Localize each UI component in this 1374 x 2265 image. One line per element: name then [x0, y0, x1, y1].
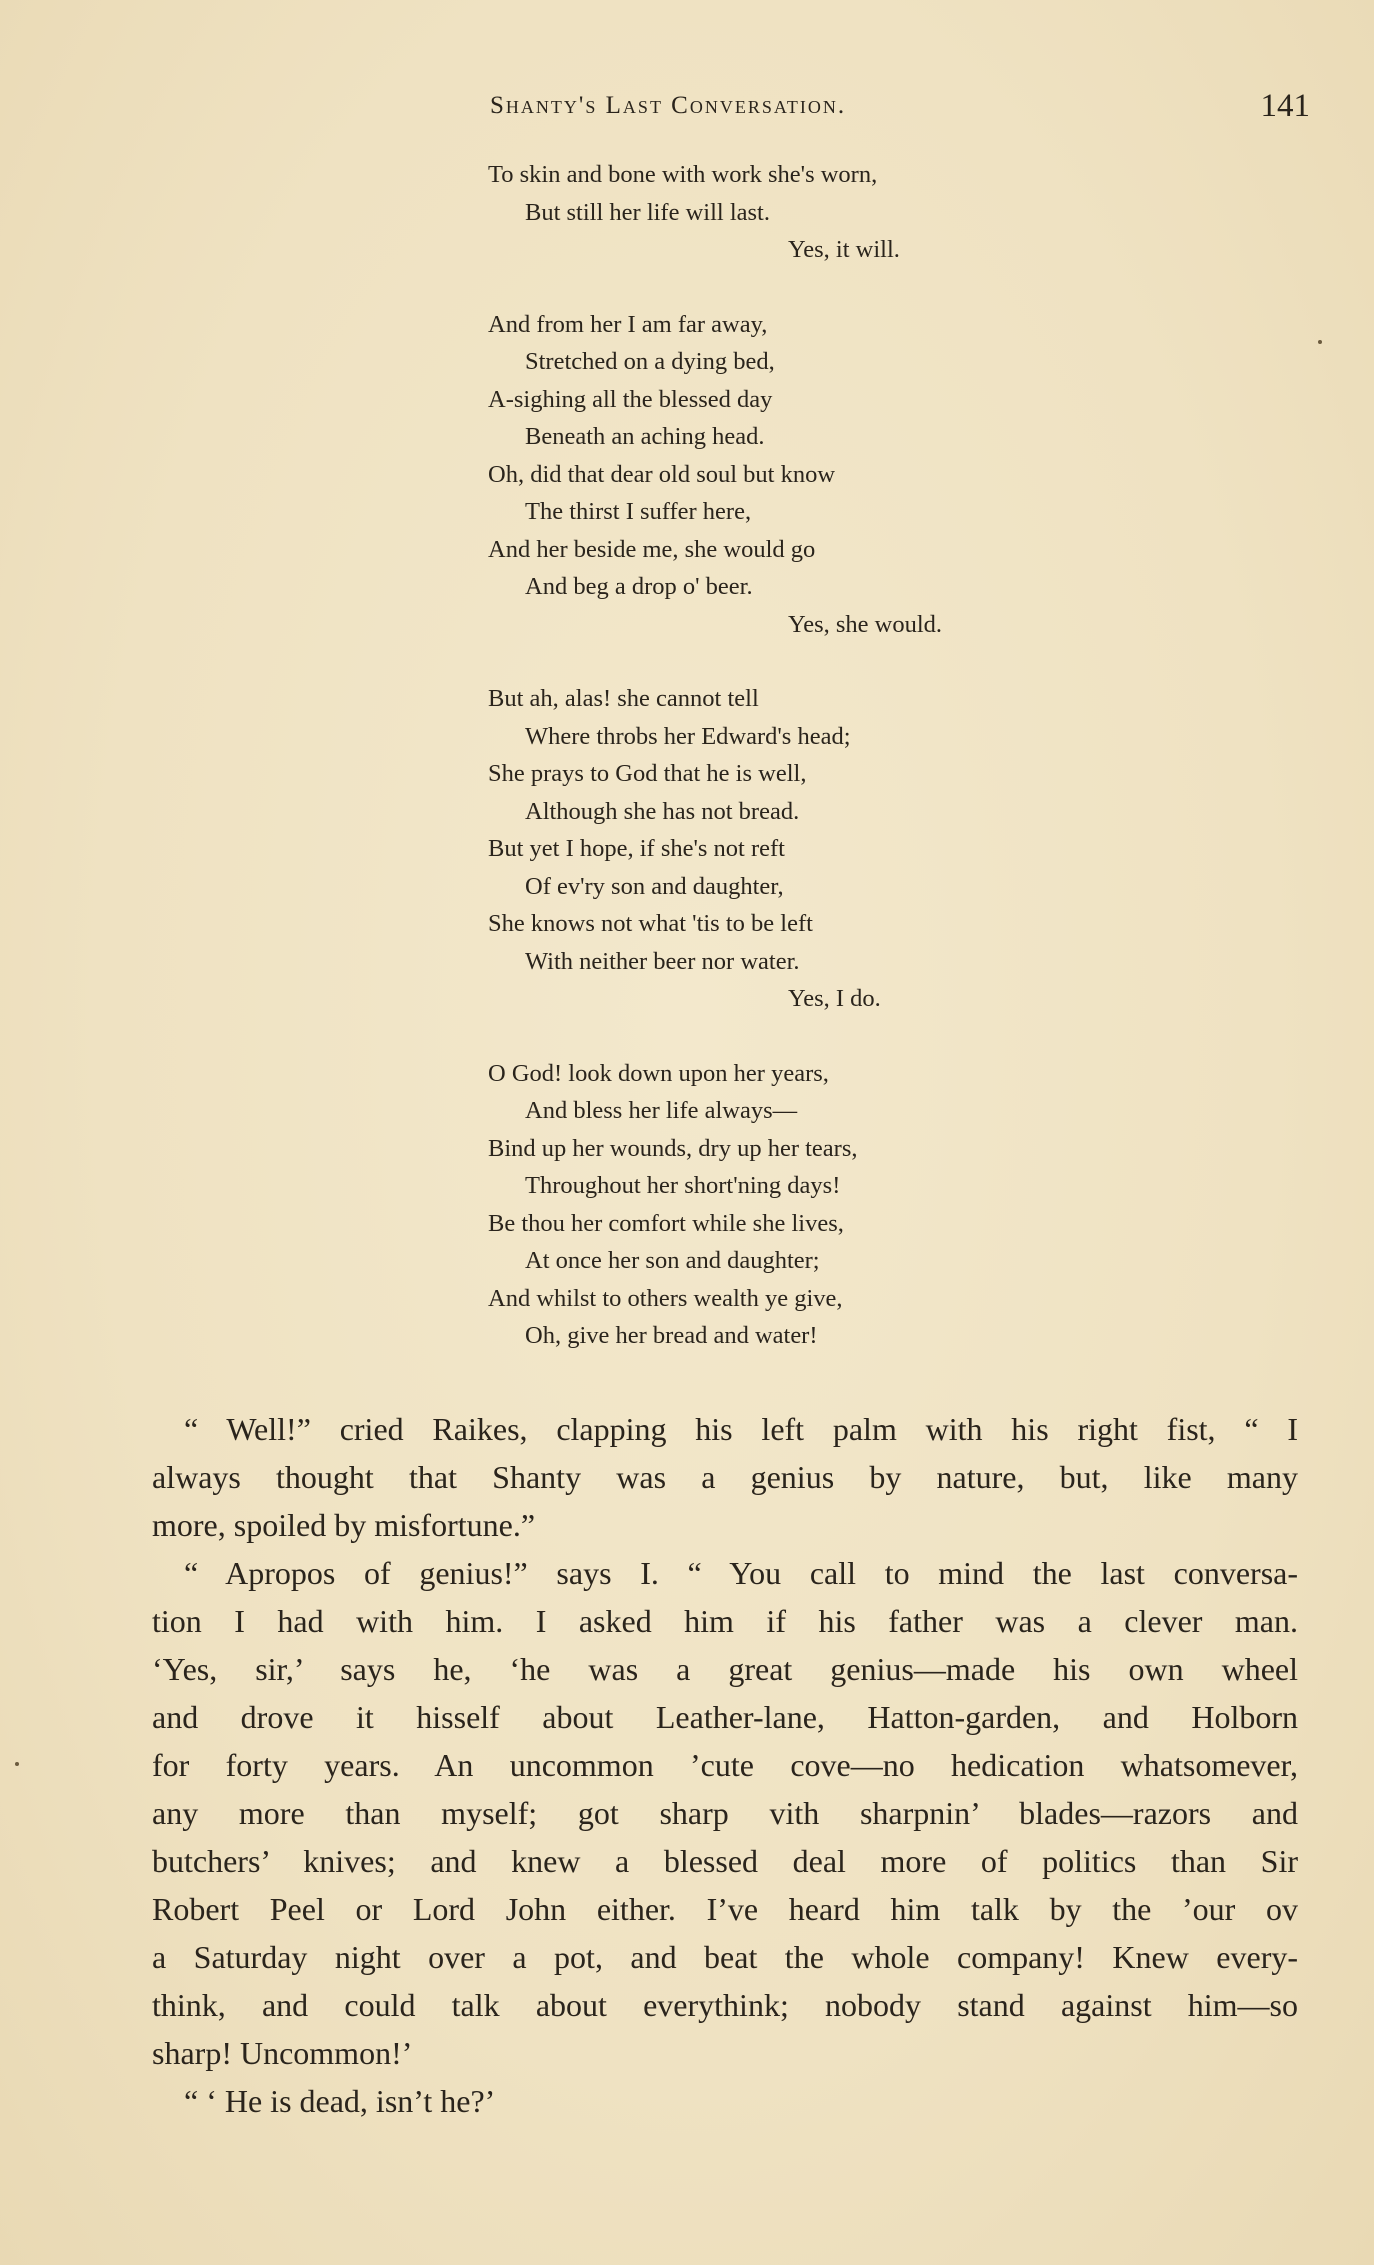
poem-line: And whilst to others wealth ye give, — [488, 1284, 843, 1312]
prose-line: “ Well!” cried Raikes, clapping his left palm with his right fist, “ I — [184, 1411, 1298, 1447]
prose-line: butchers’ knives; and knew a blessed deal more of politics than Sir — [152, 1843, 1298, 1879]
prose-line: “ Apropos of genius!” says I. “ You call to mind the last conversa- — [184, 1555, 1298, 1591]
prose-line: for forty years. An uncommon ’cute cove—no hedication whatsomever, — [152, 1747, 1298, 1783]
poem-line: And bless her life always— — [525, 1097, 798, 1124]
poem-stanza-2 — [488, 306, 1048, 644]
poem-line: Stretched on a dying bed, — [525, 348, 775, 375]
prose-line: ‘Yes, sir,’ says he, ‘he was a great genius—made his own wheel — [152, 1651, 1298, 1687]
poem-line: She knows not what 'tis to be left — [488, 910, 813, 937]
poem-line: And from her I am far away, — [488, 310, 768, 338]
prose-line: think, and could talk about everythink; nobody stand against him—so — [152, 1987, 1298, 2023]
poem-line: With neither beer nor water. — [525, 947, 800, 975]
poem-stanza-3 — [488, 680, 1048, 1018]
poem-line: She prays to God that he is well, — [488, 760, 807, 787]
poem-line: A-sighing all the blessed day — [488, 385, 773, 413]
running-head — [490, 88, 1310, 128]
poem-refrain: Yes, I do. — [788, 985, 881, 1012]
prose-line: any more than myself; got sharp vith sharpnin’ blades—razors and — [152, 1795, 1298, 1831]
poem-line: Where throbs her Edward's head; — [525, 722, 851, 750]
poem-stanza-4 — [488, 1055, 1048, 1355]
prose-body — [152, 1405, 1298, 2125]
poem-line: And beg a drop o' beer. — [525, 573, 753, 600]
prose-line: a Saturday night over a pot, and beat the whole company! Knew every- — [152, 1939, 1298, 1975]
poem-line: Be thou her comfort while she lives, — [488, 1209, 844, 1237]
poem-line: But ah, alas! she cannot tell — [488, 685, 759, 712]
prose-line: tion I had with him. I asked him if his father was a clever man. — [152, 1603, 1298, 1639]
poem-line: But still her life will last. — [525, 198, 770, 226]
prose-line: always thought that Shanty was a genius by nature, but, like many — [152, 1459, 1298, 1495]
poem-line: Oh, did that dear old soul but know — [488, 460, 836, 488]
ink-speck — [1318, 340, 1322, 344]
poem — [488, 156, 1048, 1392]
prose-line: and drove it hisself about Leather-lane, Hatton-garden, and Holborn — [152, 1699, 1298, 1735]
page-number: 141 — [1260, 88, 1310, 124]
poem-line: And her beside me, she would go — [488, 535, 816, 563]
poem-line: Bind up her wounds, dry up her tears, — [488, 1134, 858, 1162]
running-title: Shanty's Last Conversation. — [490, 92, 847, 119]
poem-line: Beneath an aching head. — [525, 423, 765, 450]
poem-line: The thirst I suffer here, — [525, 498, 752, 525]
ink-speck — [15, 1762, 19, 1766]
poem-refrain: Yes, it will. — [788, 236, 900, 263]
poem-line: Oh, give her bread and water! — [525, 1322, 818, 1349]
poem-line: But yet I hope, if she's not reft — [488, 835, 785, 862]
poem-line: Throughout her short'ning days! — [525, 1172, 841, 1199]
prose-line: Robert Peel or Lord John either. I’ve heard him talk by the ’our ov — [152, 1891, 1298, 1927]
poem-refrain: Yes, she would. — [788, 610, 943, 638]
poem-line: Although she has not bread. — [525, 797, 800, 825]
prose-line: “ ‘ He is dead, isn’t he?’ — [184, 2083, 496, 2119]
poem-line: Of ev'ry son and daughter, — [525, 872, 784, 900]
poem-line: O God! look down upon her years, — [488, 1059, 829, 1087]
poem-stanza-1 — [488, 156, 1048, 269]
poem-line: At once her son and daughter; — [525, 1247, 820, 1274]
poem-line: To skin and bone with work she's worn, — [488, 161, 878, 188]
prose-line: sharp! Uncommon!’ — [152, 2035, 413, 2071]
prose-line: more, spoiled by misfortune.” — [152, 1507, 536, 1543]
